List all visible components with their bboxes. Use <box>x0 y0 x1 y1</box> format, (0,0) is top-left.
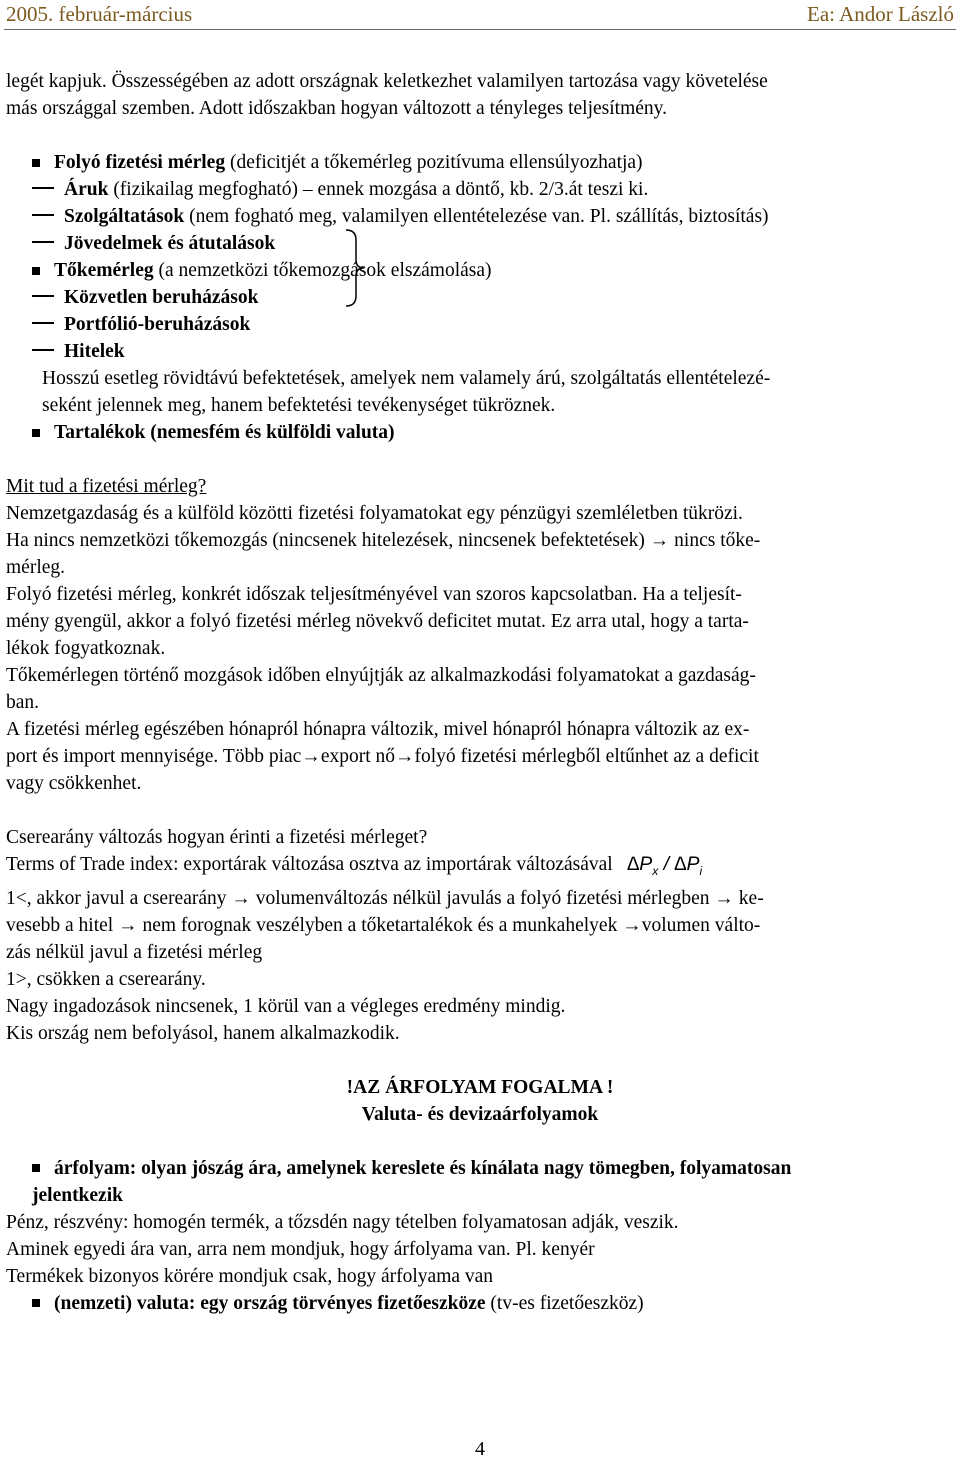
dash-bullet-icon <box>32 241 54 243</box>
document-body <box>6 68 954 1317</box>
text-line: port és import mennyisége. Több piac→export nő→folyó fizetési mérlegből eltűnhet az a deficit <box>6 746 759 767</box>
section-title: !AZ ÁRFOLYAM FOGALMA ! <box>346 1076 614 1098</box>
square-bullet-icon <box>32 267 40 275</box>
text-line: Hosszú esetleg rövidtávú befektetések, amelyek nem valamely árú, szolgáltatás ellentételezé- <box>42 368 771 389</box>
text-line: Nemzetgazdaság és a külföld közötti fizetési folyamatokat egy pénzügyi szemléletben tükrözi. <box>6 503 743 524</box>
dash-bullet-icon <box>32 322 54 324</box>
text-line: mény gyengül, akkor a folyó fizetési mérleg növekvő deficitet mutat. Ez arra utal, hogy a tarta- <box>6 611 749 632</box>
text-line: vesebb a hitel → nem forognak veszélyben a tőketartalékok és a munkahelyek →volumen válto- <box>6 914 761 936</box>
text-line: lékok fogyatkoznak. <box>6 638 166 659</box>
text-line: Folyó fizetési mérleg, konkrét időszak teljesítményével van szoros kapcsolatban. Ha a teljesít- <box>6 584 742 605</box>
text-line: mérleg. <box>6 557 66 578</box>
dash-item: Közvetlen beruházások <box>6 284 954 311</box>
text-line: Mit tud a fizetési mérleg? <box>6 476 207 497</box>
formula: $\Delta P_x / \Delta P_i$ <box>627 853 703 878</box>
text-line: seként jelennek meg, hanem befektetési tevékenységet tükröznek. <box>42 395 556 416</box>
section-subtitle: Valuta- és devizaárfolyamok <box>361 1103 599 1125</box>
bullet-item: Folyó fizetési mérleg (deficitjét a tőkemérleg pozitívuma ellensúlyozhatja) <box>6 149 954 176</box>
dash-item: Hitelek <box>6 338 954 365</box>
text-line: Ha nincs nemzetközi tőkemozgás (nincsenek hitelezések, nincsenek befektetések) → nincs tőke- <box>6 530 761 551</box>
dash-bullet-icon <box>32 349 54 351</box>
header-rule <box>4 29 956 30</box>
square-bullet-icon <box>32 1299 40 1307</box>
dash-item: Áruk (fizikailag megfogható) ‒ ennek mozgása a döntő, kb. 2/3.át teszi ki. <box>6 176 954 203</box>
text-line: 1>, csökken a cserearány. <box>6 968 206 990</box>
bullet-item: Tőkemérleg (a nemzetközi tőkemozgások elszámolása) <box>6 257 954 284</box>
text-line: Terms of Trade index: exportárak változása osztva az importárak változásával $\Delta P_x / \Delta P_i$ <box>6 853 703 878</box>
dash-bullet-icon <box>32 295 54 297</box>
text-line: zás nélkül javul a fizetési mérleg <box>6 941 263 963</box>
text-line: jelentkezik <box>32 1184 123 1206</box>
page-number: 4 <box>475 1438 485 1460</box>
square-bullet-icon <box>32 1164 40 1172</box>
text-line: Nagy ingadozások nincsenek, 1 körül van a végleges eredmény mindig. <box>6 995 566 1017</box>
bullet-item: Tartalékok (nemesfém és külföldi valuta) <box>6 419 954 446</box>
header-date: 2005. február-március <box>6 2 193 26</box>
dash-bullet-icon <box>32 187 54 189</box>
square-bullet-icon <box>32 159 40 167</box>
text-line: Tőkemérlegen történő mozgások időben elnyújtják az alkalmazkodási folyamatokat a gazdaság- <box>6 665 756 686</box>
text-line: 1<, akkor javul a cserearány → volumenváltozás nélkül javulás a folyó fizetési mérlegben → ke- <box>6 887 764 909</box>
dash-bullet-icon <box>32 214 54 216</box>
bullet-item: (nemzeti) valuta: egy ország törvényes fizetőeszköze (tv-es fizetőeszköz) <box>6 1290 954 1317</box>
text-line: legét kapjuk. Összességében az adott országnak keletkezhet valamilyen tartozása vagy követelése <box>6 71 768 92</box>
text-line: Pénz, részvény: homogén termék, a tőzsdén nagy tételben folyamatosan adják, veszik. <box>6 1211 679 1233</box>
text-line: Aminek egyedi ára van, arra nem mondjuk, hogy árfolyama van. Pl. kenyér <box>6 1238 595 1260</box>
square-bullet-icon <box>32 429 40 437</box>
page-header <box>0 0 960 32</box>
dash-item: Portfólió-beruházások <box>6 311 954 338</box>
text-line: Cserearány változás hogyan érinti a fizetési mérleget? <box>6 827 428 848</box>
header-author: Ea: Andor László <box>807 2 954 26</box>
text-line: ban. <box>6 692 40 713</box>
text-line: Kis ország nem befolyásol, hanem alkalmazkodik. <box>6 1022 400 1044</box>
text-line: vagy csökkenhet. <box>6 773 142 794</box>
text-line: más országgal szemben. Adott időszakban hogyan változott a tényleges teljesítmény. <box>6 98 668 119</box>
dash-item: Jövedelmek és átutalások <box>6 230 954 257</box>
text-line: A fizetési mérleg egészében hónapról hónapra változik, mivel hónapról hónapra változik az ex- <box>6 719 750 740</box>
right-brace-icon <box>344 228 366 308</box>
dash-item: Szolgáltatások (nem fogható meg, valamilyen ellentételezése van. Pl. szállítás, biztosítás) <box>6 203 954 230</box>
text-line: Termékek bizonyos körére mondjuk csak, hogy árfolyama van <box>6 1265 494 1287</box>
bullet-item: árfolyam: olyan jószág ára, amelynek kereslete és kínálata nagy tömegben, folyamatosan <box>6 1155 954 1182</box>
